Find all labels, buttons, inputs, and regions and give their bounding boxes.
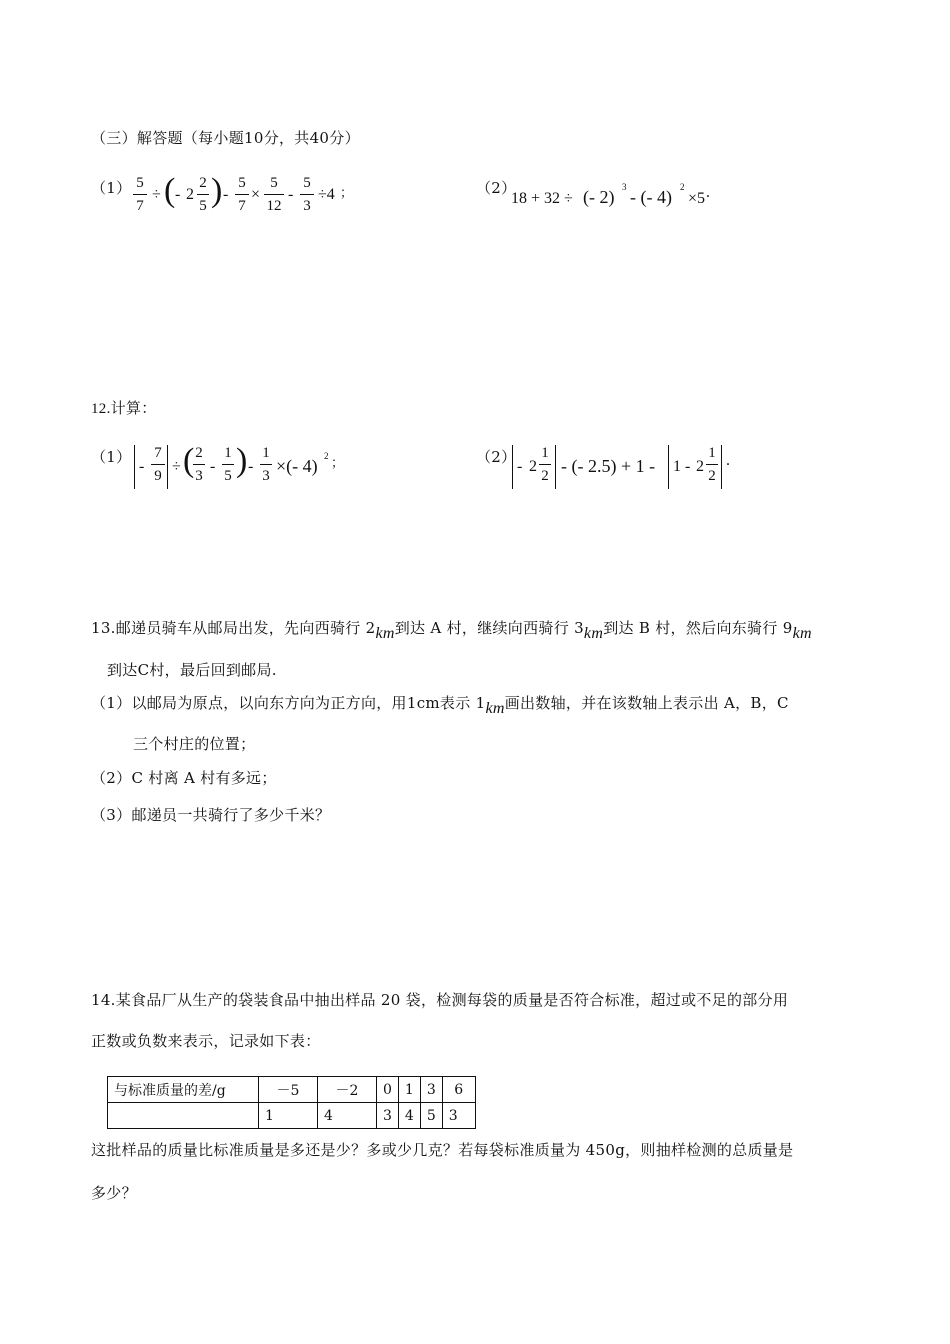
exponent-3: 3 [622,182,627,192]
times-five: ×5 [688,190,706,207]
q14-question-line1: 这批样品的质量比标准质量是多还是少？多或少几克？若每袋标准质量为 450g，则抽样检测的总质量是 [91,1141,794,1159]
times-neg4: ×(- 4) [276,456,318,476]
unit-km: km [375,625,395,642]
table-cell: 6 [442,1077,475,1103]
period: . [726,452,730,469]
exponent-2: 2 [324,451,329,461]
q12-p1-label: （1） [91,448,132,466]
whole-number: 2 [529,458,537,475]
table-header-cell: 与标准质量的差/g [108,1077,259,1103]
semicolon: ； [340,185,354,200]
table-cell: 3 [442,1103,475,1129]
left-paren: ( [164,172,176,209]
fraction-5-12 [264,174,284,215]
exponent-2: 2 [680,182,685,192]
denominator: 3 [303,198,311,214]
table-cell: 3 [377,1103,399,1129]
left-paren: ( [183,442,195,479]
minus-sign: - [210,458,216,475]
numerator: 5 [303,175,311,191]
table-cell: 0 [377,1077,399,1103]
denominator: 3 [195,468,203,484]
table-cell: 1 [259,1103,318,1129]
period: . [706,184,710,201]
abs-bar-right [555,445,556,489]
right-paren: ) [211,172,223,209]
q13-s1-text-a: （1）以邮局为原点，以向东方向为正方向，用1cm表示 1 [91,694,486,712]
q13-s1-text-b: 画出数轴，并在该数轴上表示出 A，B，C [504,694,789,712]
q14-line1: 14.某食品厂从生产的袋装食品中抽出样品 20 袋，检测每袋的质量是否符合标准，超过或不足的部分用 [91,991,789,1009]
minus-sign: - [517,458,523,475]
minus-sign: - [288,186,294,203]
numerator: 5 [238,175,246,191]
denominator: 7 [136,198,144,214]
abs-bar-left [134,445,135,489]
table-cell: 5 [420,1103,442,1129]
denominator: 12 [266,198,282,214]
q12-p2-label: （2） [476,448,517,466]
divide-sign: ÷ [152,186,161,203]
q13-text-b: 到达 A 村，继续向西骑行 3 [394,619,584,637]
denominator: 9 [154,468,162,484]
q13-line2: 到达C村，最后回到邮局. [107,661,277,679]
semicolon: ； [331,455,345,470]
q13-text-a: 13.邮递员骑车从邮局出发，先向西骑行 2 [91,619,376,637]
q11-p2-label: （2） [476,179,517,197]
numerator: 5 [270,175,278,191]
q11-p1-label: （1） [91,179,132,197]
divide-sign: ÷ [172,458,181,475]
right-paren: ) [236,442,248,479]
data-table [107,1076,476,1129]
unit-km: km [485,700,505,717]
numerator: 2 [195,445,203,461]
q12-title: 12.计算： [91,401,157,417]
fraction-1-2 [706,444,718,485]
middle-expression: - (- 2.5) + 1 - [561,456,656,476]
numerator: 1 [224,445,232,461]
minus-sign: - [175,186,181,203]
table-cell: 4 [398,1103,420,1129]
q14-line2: 正数或负数来表示，记录如下表： [91,1032,321,1050]
q13-sub3: （3）邮递员一共骑行了多少千米？ [91,806,331,824]
numerator: 2 [199,175,207,191]
fraction-7-9 [151,444,165,485]
whole-number: 2 [186,186,194,203]
denominator: 2 [708,468,716,484]
minus-sign: - [223,186,229,203]
unit-km: km [583,625,604,642]
numerator: 1 [708,445,716,461]
numerator: 1 [262,445,270,461]
fraction-2-3 [193,444,205,485]
q13-line1 [91,618,812,642]
fraction-1-5 [222,444,234,485]
table-row [108,1077,476,1103]
q13-sub1-cont: 三个村庄的位置； [133,735,256,753]
table-cell: 1 [398,1077,420,1103]
table-cell: －2 [318,1077,377,1103]
minus-sign: - [139,458,145,475]
table-row [108,1103,476,1129]
numerator: 7 [154,445,162,461]
numerator: 5 [136,175,144,191]
q13-sub2: （2）C 村离 A 村有多远； [91,769,277,787]
table-cell: 3 [420,1077,442,1103]
fraction-1-3 [260,444,272,485]
denominator: 5 [199,198,207,214]
numerator: 1 [541,445,549,461]
fraction-5-3 [300,174,314,215]
section-header: （三）解答题（每小题10分，共40分） [91,129,360,147]
abs-bar-left [668,445,669,489]
denominator: 2 [541,468,549,484]
q13-text-c: 到达 B 村，然后向东骑行 9 [603,619,793,637]
unit-km: km [792,625,812,642]
one-minus: 1 - [673,458,691,475]
abs-bar-left [512,445,513,489]
fraction-5-7 [235,174,249,215]
table-cell: －5 [259,1077,318,1103]
abs-bar-right [721,445,722,489]
whole-number: 2 [696,458,704,475]
abs-bar-right [167,445,168,489]
q13-sub1 [91,693,789,717]
expr-neg2: (- 2) [583,187,615,207]
denominator: 3 [262,468,270,484]
fraction-1-2 [539,444,551,485]
table-header-cell [108,1103,259,1129]
fraction-2-5 [197,174,209,215]
divide-by-four: ÷4 [318,186,335,203]
expr-18-plus-32: 18 + 32 ÷ [511,190,573,207]
minus-sign: - [248,458,254,475]
denominator: 5 [224,468,232,484]
denominator: 7 [238,198,246,214]
fraction-5-7 [133,174,147,215]
table-cell: 4 [318,1103,377,1129]
expr-neg4: - (- 4) [630,187,672,207]
q14-question-line2: 多少？ [91,1184,137,1202]
times-sign: × [251,186,261,203]
